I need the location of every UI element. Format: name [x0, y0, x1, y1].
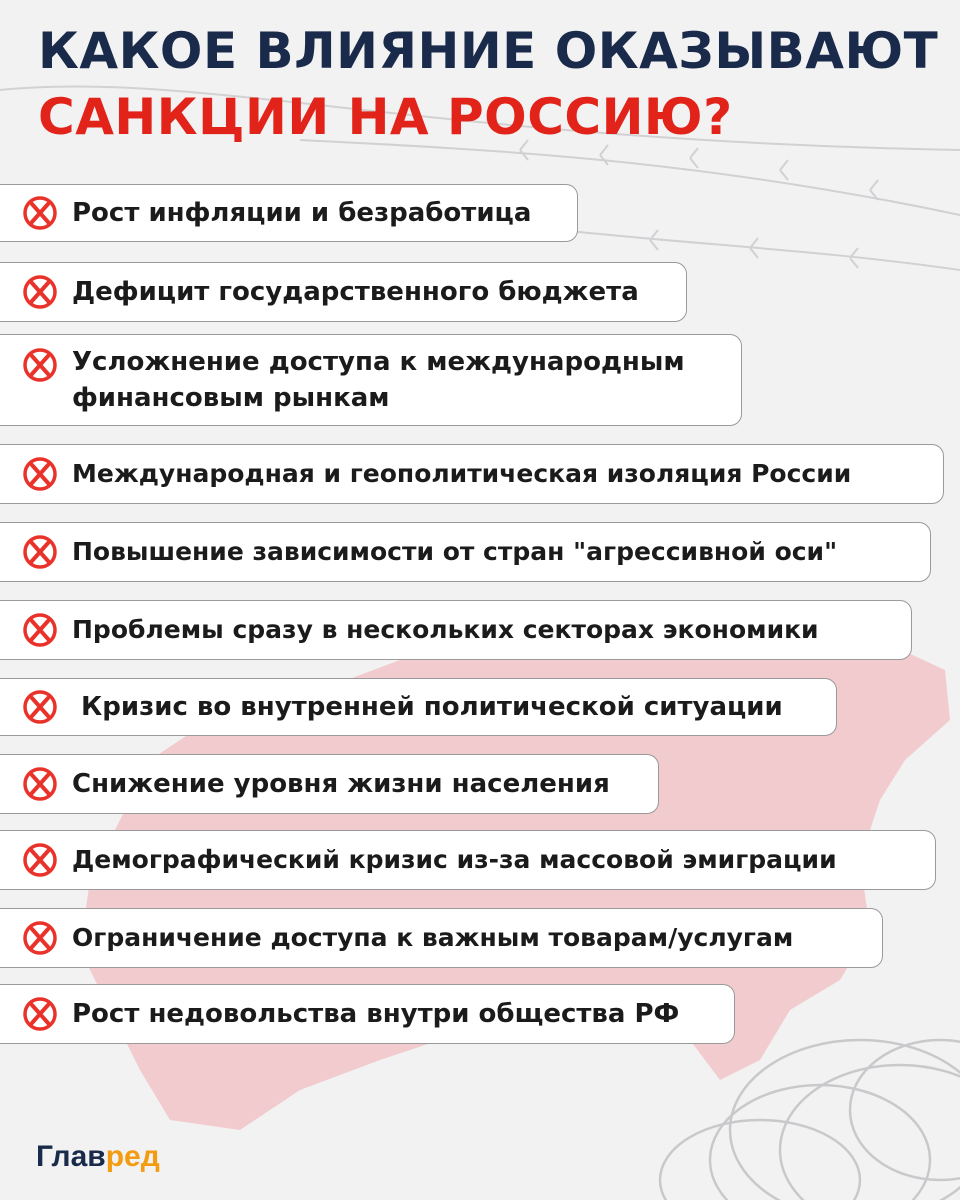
brand-logo [36, 1140, 160, 1174]
list-item-text: Международная и геополитическая изоляция России [72, 459, 852, 488]
x-circle-icon [20, 840, 60, 880]
list-item [0, 908, 883, 968]
list-item-text: Снижение уровня жизни населения [72, 769, 610, 799]
list-item-text: Рост инфляции и безработица [72, 198, 532, 228]
x-circle-icon [20, 193, 60, 233]
list-item-text: Проблемы сразу в нескольких секторах экономики [72, 615, 819, 644]
x-circle-icon [20, 532, 60, 572]
list-item-text: Повышение зависимости от стран "агрессивной оси" [72, 537, 838, 566]
logo-part-2: ред [105, 1140, 160, 1173]
list-item-text: Рост недовольства внутри общества РФ [72, 999, 680, 1029]
x-circle-icon [20, 272, 60, 312]
list-item [0, 334, 742, 426]
list-item [0, 184, 578, 242]
list-item-text: Кризис во внутренней политической ситуации [72, 692, 783, 722]
x-circle-icon [20, 764, 60, 804]
list-item [0, 522, 931, 582]
list-item [0, 262, 687, 322]
list-item [0, 754, 659, 814]
x-circle-icon [20, 610, 60, 650]
list-item-text: Усложнение доступа к международным финансовым рынкам [72, 347, 685, 413]
list-item [0, 600, 912, 660]
list-item-text: Ограничение доступа к важным товарам/услугам [72, 923, 794, 952]
x-circle-icon [20, 345, 60, 385]
list-item-text: Демографический кризис из-за массовой эмиграции [72, 845, 837, 874]
list-item [0, 678, 837, 736]
logo-part-1: Глав [36, 1140, 106, 1173]
title-line-2: САНКЦИИ НА РОССИЮ? [38, 88, 733, 146]
x-circle-icon [20, 994, 60, 1034]
list-item-text: Дефицит государственного бюджета [72, 277, 639, 307]
list-item [0, 984, 735, 1044]
title-line-1: КАКОЕ ВЛИЯНИЕ ОКАЗЫВАЮТ [38, 22, 939, 80]
x-circle-icon [20, 454, 60, 494]
list-item [0, 444, 944, 504]
list-item [0, 830, 936, 890]
x-circle-icon [20, 687, 60, 727]
x-circle-icon [20, 918, 60, 958]
